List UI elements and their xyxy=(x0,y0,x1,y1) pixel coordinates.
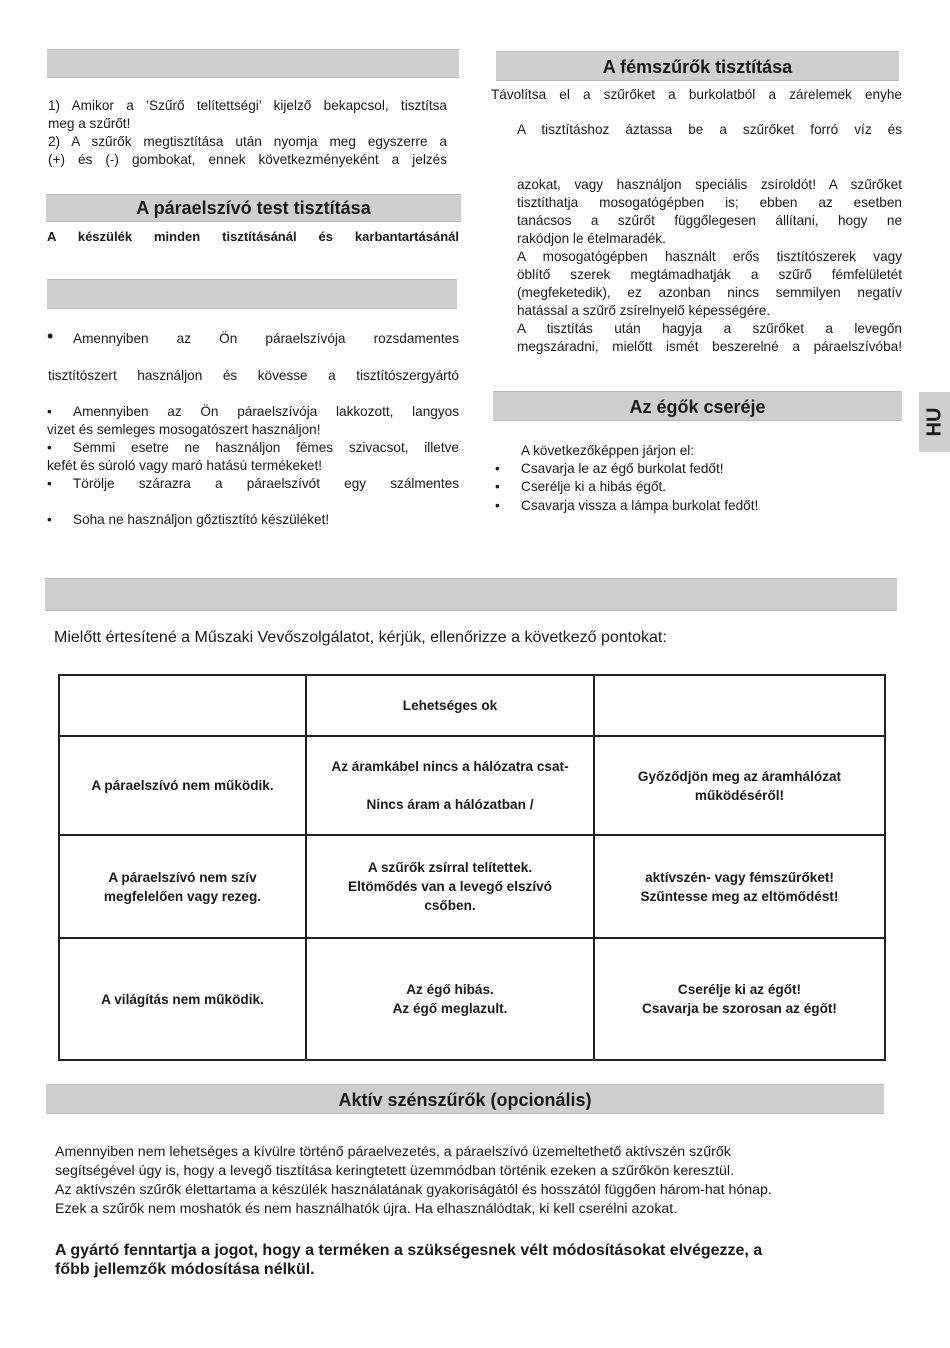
cell-line: Csavarja be szorosan az égőt! xyxy=(642,1001,837,1016)
bullet-icon: • xyxy=(47,440,52,455)
remedy-cell xyxy=(594,835,885,938)
cell-line: csőben. xyxy=(424,898,476,913)
text-line: hatással a szűrő zsírelnyelő képességére. xyxy=(517,303,771,318)
table-header-row xyxy=(59,675,885,736)
body-cleaning-intro: A készülék minden tisztításánál és karbantartásánál xyxy=(47,229,459,244)
filter-indicator-header-bar xyxy=(47,49,459,78)
bullet-icon: • xyxy=(495,479,500,494)
care-header-bar xyxy=(47,279,457,309)
cell-line: Nincs áram a hálózatban / xyxy=(366,797,534,812)
troubleshooting-intro: Mielőtt értesítené a Műszaki Vevőszolgálatot, kérjük, ellenőrizze a következő pontokat: xyxy=(54,629,667,646)
text-line: A tisztítás után hagyja a szűrőket a levegőn xyxy=(517,321,902,336)
bulbs-header xyxy=(493,391,902,421)
cell-line: Eltömődés van a levegő elszívó xyxy=(348,879,552,894)
carbon-filters-header xyxy=(46,1084,884,1114)
text-line: A gyártó fenntartja a jogot, hogy a terméken a szükségesnek vélt módosításokat elvégezze, a xyxy=(55,1242,763,1259)
bulbs-step: Csavarja vissza a lámpa burkolat fedőt! xyxy=(521,498,759,513)
cell-line: Az égő meglazult. xyxy=(392,1001,508,1016)
bulbs-step: Csavarja le az égő burkolat fedőt! xyxy=(521,461,724,476)
text-line: segítségével úgy is, hogy a levegő tisztítása keringtetett üzemmódban történik ezeken a szűrőkön keresztül. xyxy=(55,1163,735,1179)
bullet-icon: • xyxy=(47,404,52,419)
language-label: HU xyxy=(923,407,945,437)
cause-cell xyxy=(306,938,594,1060)
bullet-icon: • xyxy=(495,498,500,513)
metal-filters-header xyxy=(496,51,899,81)
text-line: megszáradni, mielőtt ismét beszerelné a páraelszívóba! xyxy=(517,339,902,354)
section-title: A páraelszívó test tisztítása xyxy=(136,198,371,218)
carbon-filters-body xyxy=(55,1143,885,1219)
text-line: Az aktívszén szűrők élettartama a készülék használatának gyakoriságától és hosszától függően három-hat hónap. xyxy=(55,1182,772,1198)
care-item-no-steam: Soha ne használjon gőztisztító készüléket! xyxy=(73,512,330,527)
table-row xyxy=(59,938,885,1060)
problem-cell xyxy=(59,835,306,938)
remedy-cell xyxy=(594,938,885,1060)
language-tab xyxy=(919,392,950,452)
cell-line: Az égő hibás. xyxy=(406,982,494,997)
metal-filters-body xyxy=(517,176,902,356)
bulbs-intro: A következőképpen járjon el: xyxy=(521,443,695,458)
cell-line xyxy=(311,776,589,795)
text-line: tisztíthatja mosogatógépben is; ebben az esetben xyxy=(517,195,902,210)
text-line: azokat, vagy használjon speciális zsíroldót! A szűrőket xyxy=(517,177,902,192)
cell-line: Az áramkábel nincs a hálózatra csat- xyxy=(331,759,569,774)
section-title: A fémszűrők tisztítása xyxy=(602,57,793,77)
text-line: Ezek a szűrők nem moshatók és nem használhatók újra. Ha elhasználódtak, ki kell cserélni azokat. xyxy=(55,1201,678,1217)
cell-line: Győződjön meg az áramhálózat xyxy=(637,768,842,784)
text-line: meg a szűrőt! xyxy=(48,116,131,131)
bullet-icon: • xyxy=(495,461,500,476)
text-line: főbb jellemzők módosítása nélkül. xyxy=(55,1261,315,1278)
manufacturer-notice xyxy=(55,1241,885,1279)
section-title: Aktív szénszűrők (opcionális) xyxy=(338,1090,592,1110)
troubleshooting-table xyxy=(58,674,886,1061)
text-line: rakódjon le ételmaradék. xyxy=(517,231,666,246)
cell-line: megfelelően vagy rezeg. xyxy=(103,888,262,904)
care-item-no-metal-cont: kefét és súroló vagy maró hatású termékeket! xyxy=(47,458,323,473)
problem-cell: A világítás nem működik. xyxy=(59,938,306,1060)
filter-indicator-text xyxy=(48,97,447,169)
metal-filters-line2: A tisztításhoz áztassa be a szűrőket forró víz és xyxy=(517,122,902,137)
text-line: (megfeketedik), ez azonban nincs semmilyen negatív xyxy=(517,285,902,300)
remedy-cell xyxy=(594,736,885,835)
text-line: tanácsos a szűrőt függőlegesen állítani, hogy ne xyxy=(517,213,902,228)
cause-cell xyxy=(306,736,594,835)
metal-filters-line1: Távolítsa el a szűrőket a burkolatból a zárelemek enyhe xyxy=(491,87,902,102)
header-cell-remedy xyxy=(594,675,885,736)
text-line: A mosogatógépben használt erős tisztítószerek vagy xyxy=(517,249,902,264)
cause-cell xyxy=(306,835,594,938)
body-cleaning-header xyxy=(46,194,461,222)
care-item-stainless: Amennyiben az Ön páraelszívója rozsdamentes xyxy=(73,331,459,346)
troubleshooting-header-bar xyxy=(45,578,897,611)
cell-line: A szűrők zsírral telítettek. xyxy=(367,860,533,875)
cell-line: működéséről! xyxy=(694,787,785,803)
cell-line: aktívszén- vagy fémszűrőket! xyxy=(645,869,834,885)
bullet-icon: • xyxy=(47,326,54,346)
care-item-no-metal: Semmi esetre ne használjon fémes szivacsot, illetve xyxy=(73,440,459,455)
bullet-icon: • xyxy=(47,476,52,491)
bulbs-step: Cserélje ki a hibás égőt. xyxy=(521,479,667,494)
header-cell-cause: Lehetséges ok xyxy=(306,675,594,736)
section-title: Az égők cseréje xyxy=(629,397,766,417)
text-line: Amennyiben nem lehetséges a kívülre történő páraelvezetés, a páraelszívó üzemeltethető aktívszén szűrők xyxy=(55,1144,731,1160)
text-line: (+) és (-) gombokat, ennek következményeként a jelzés xyxy=(48,152,447,167)
care-item-lacquered-cont: vizet és semleges mosogatószert használjon! xyxy=(47,422,321,437)
table-row xyxy=(59,835,885,938)
care-item-lacquered: Amennyiben az Ön páraelszívója lakkozott, langyos xyxy=(73,404,459,419)
text-line: 1) Amikor a ’Szűrő telítettségi’ kijelző bekapcsol, tisztítsa xyxy=(48,98,447,113)
table-row xyxy=(59,736,885,835)
text-line: öblítő szerek megtámadhatják a szűrő fémfelületét xyxy=(517,267,902,282)
cell-line: A páraelszívó nem szív xyxy=(108,869,257,885)
text-line: 2) A szűrők megtisztítása után nyomja meg egyszerre a xyxy=(48,134,447,149)
care-item-dry: Törölje szárazra a páraelszívót egy szálmentes xyxy=(73,476,459,491)
cell-line: Szűntesse meg az eltömődést! xyxy=(640,888,839,904)
cell-line: Cserélje ki az égőt! xyxy=(677,982,802,997)
problem-cell: A páraelszívó nem működik. xyxy=(59,736,306,835)
header-cell-problem xyxy=(59,675,306,736)
care-item-stainless-cont: tisztítószert használjon és kövesse a tisztítószergyártó xyxy=(48,368,459,383)
bullet-icon: • xyxy=(47,512,52,527)
